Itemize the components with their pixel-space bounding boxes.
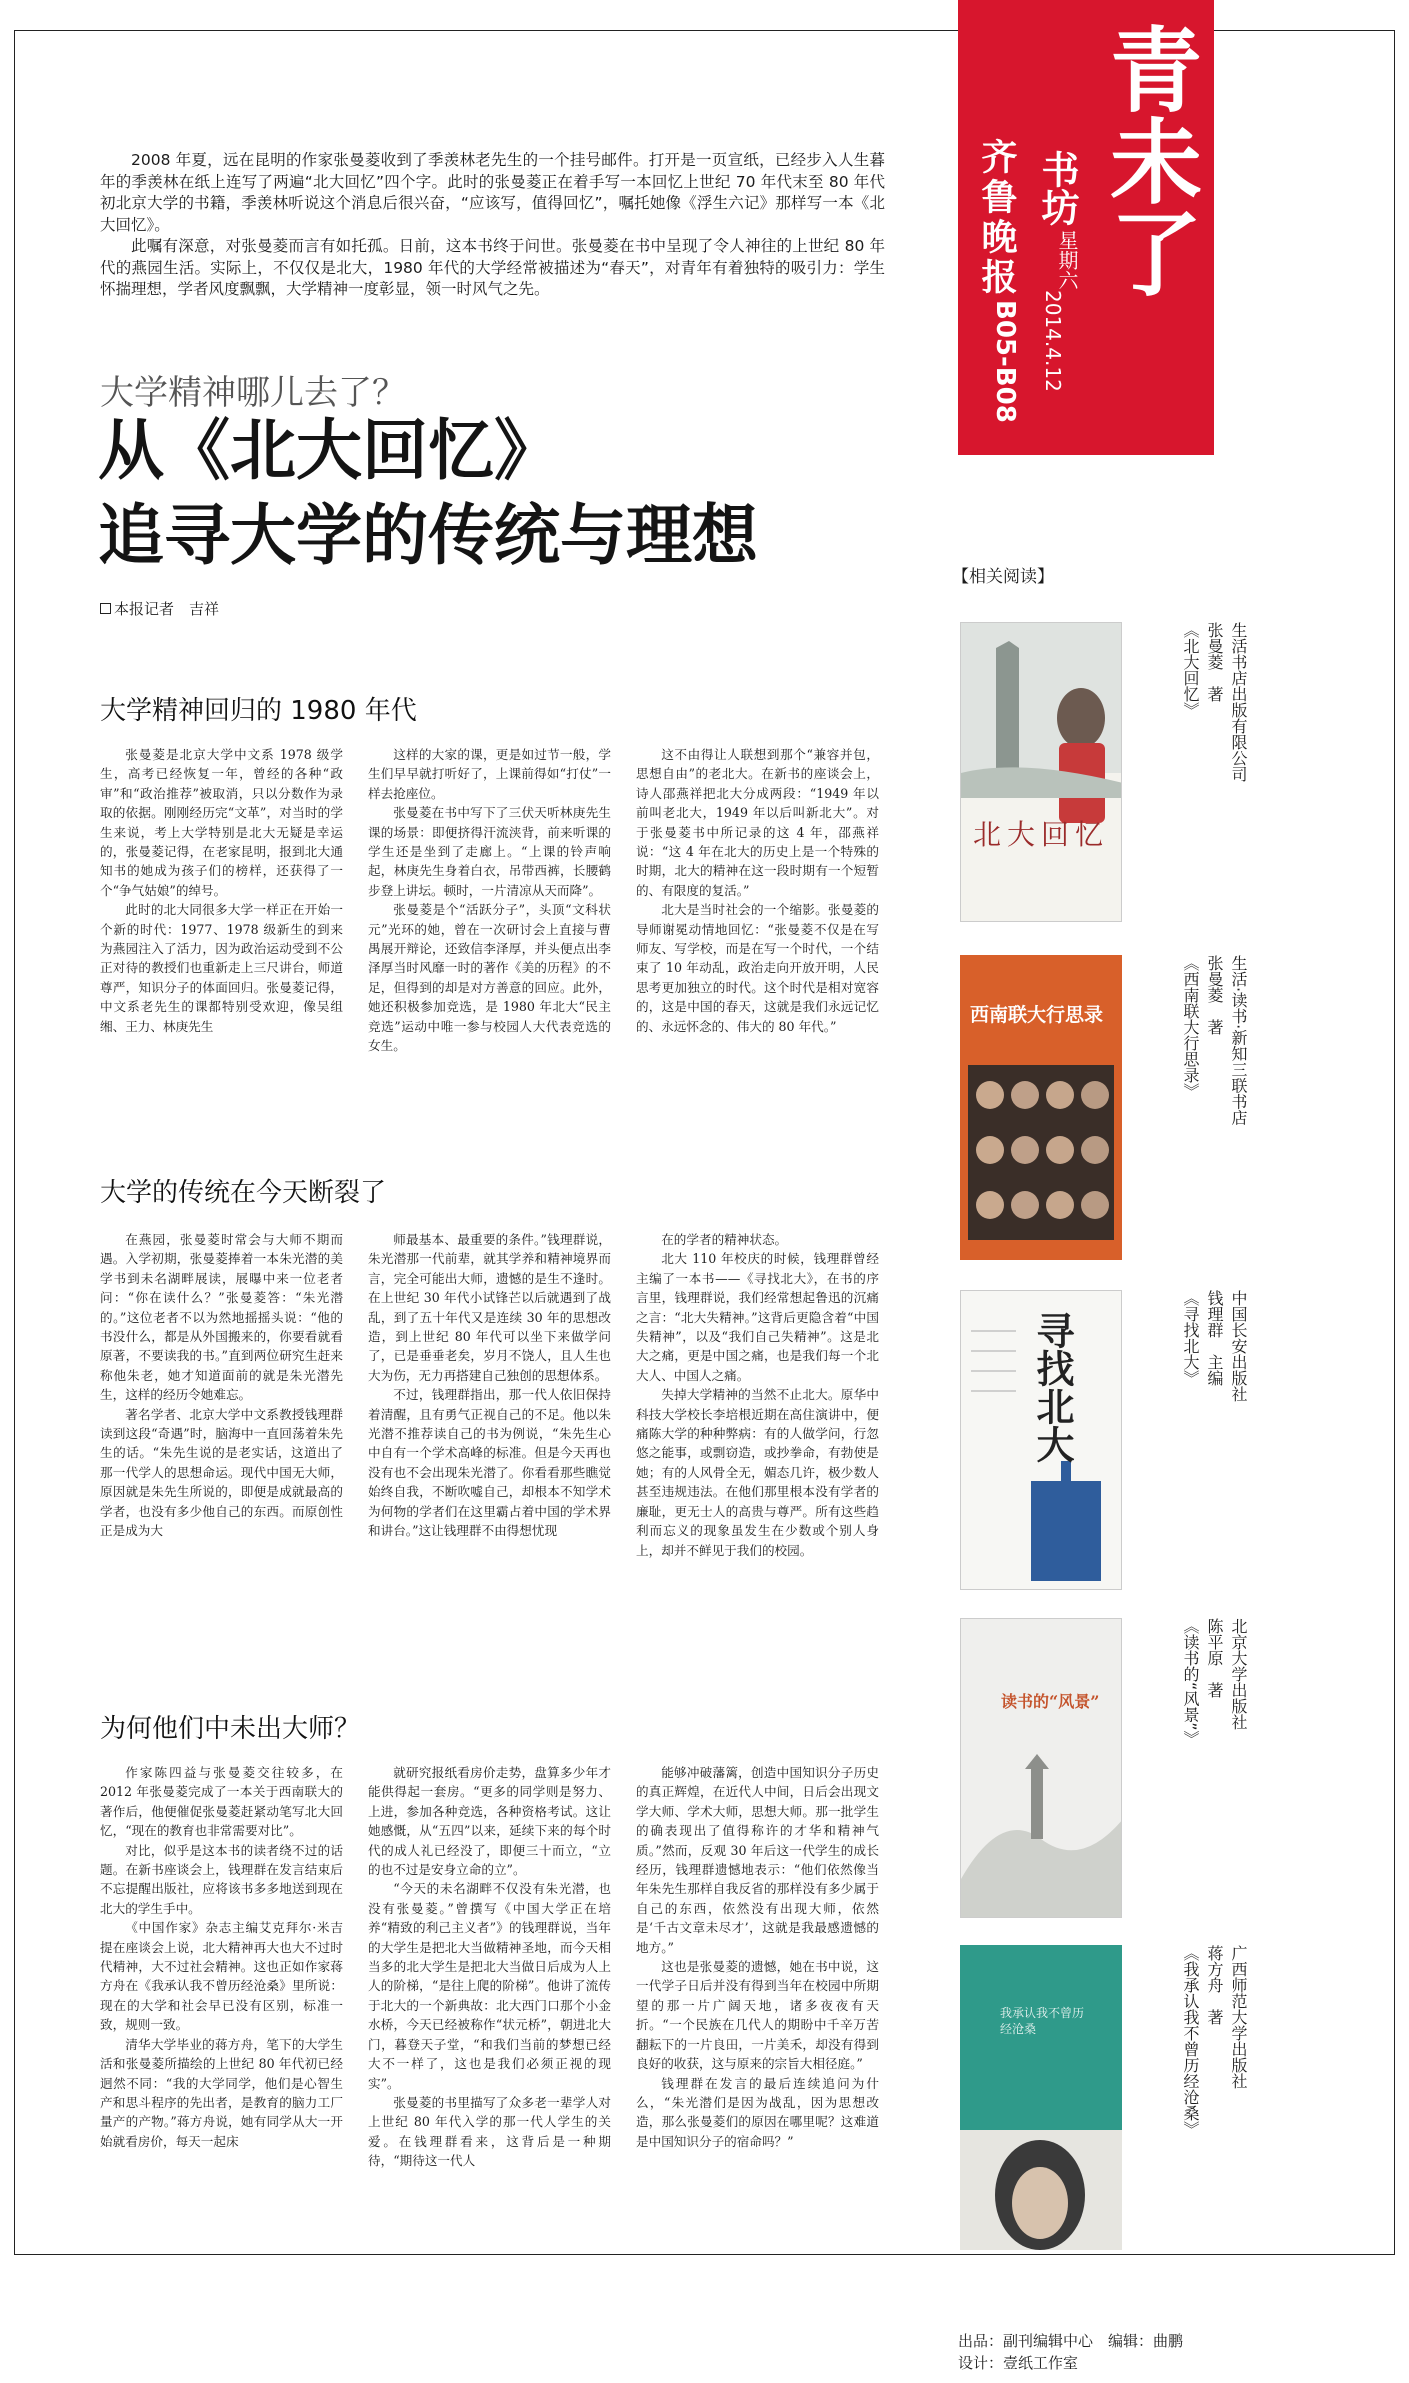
body-paragraph: 这样的大家的课，更是如过节一般，学生们早早就打听好了，上课前得如“打仗”一样去抢座位。: [368, 747, 611, 801]
body-paragraph: 能够冲破藩篱，创造中国知识分子历史的真正辉煌，在近代人中间，日后会出现文学大师、学术大师，思想大师。那一批学生的确表现出了值得称许的才华和精神气质。”然而，反观 30 年后这一代学生的成长经历，钱理群遗憾地表示：“他们依然像当年朱先生那样自我反省的那样没有多少属于自己的东西，依然没有出现大师，依然是‘千古文章未尽才’，这就是我最感遗憾的地方。”: [636, 1765, 879, 1955]
book-publisher: 生活·读书·新知三联书店: [1229, 955, 1248, 1126]
body-paragraph: 张曼菱的书里描写了众多老一辈学人对上世纪 80 年代入学的那一代人学生的关爱。在钱理群看来，这背后是一种期待，“期待这一代人: [368, 2094, 611, 2169]
section-2-body: [100, 1230, 880, 1625]
cover-illustration: [961, 623, 1122, 922]
book-cover-xunzhao-beida: [960, 1290, 1122, 1590]
body-paragraph: 张曼菱是个“活跃分子”，头顶“文科状元”光环的她，曾在一次研讨会上直接与曹禺展开辩论，还致信李泽厚，并头便点出李泽厚当时风靡一时的著作《美的历程》的不足，但得到的却是对方善意的回应。此外，她还积极参加竞选，是 1980 年北大“民主竞选”运动中唯一参与校园人大代表竞选的女生。: [368, 902, 611, 1054]
article-title-line1: 从《北大回忆》: [98, 412, 560, 489]
body-paragraph: 北大是当时社会的一个缩影。张曼菱的导师谢冕动情地回忆：“张曼菱不仅是在写师友、写学校，而是在写一个时代，一个结束了 10 年动乱，政治走向开放开明，人民思考更加独立的时代。这个时代是相对宽容的，这是中国的春天，这就是我们永远记忆的、永远怀念的、伟大的 80 年代。”: [636, 902, 879, 1034]
text-column: [636, 745, 879, 1140]
issue-date: 2014.4.12: [1041, 290, 1065, 392]
book-author: 蒋方舟 著: [1205, 1945, 1224, 2025]
section-heading-2: 大学的传统在今天断裂了: [100, 1178, 387, 1208]
cover-title: 寻找北大: [1030, 1311, 1075, 1463]
book-title: 《我承认我不曾历经沧桑》: [1181, 1945, 1200, 2137]
text-column: [368, 1763, 611, 2233]
body-paragraph: 钱理群在发言的最后连续追问为什么，“朱光潜们是因为战乱，因为思想改造，那么张曼菱们的原因在哪里呢？这难道是中国知识分子的宿命吗？”: [636, 2075, 879, 2149]
body-paragraph: “今天的未名湖畔不仅没有朱光潜，也没有张曼菱。”曾撰写《中国大学正在培养“精致的利己主义者”》的钱理群说，当年的大学生是把北大当做精神圣地，而今天相当多的北大学生是把北大当做日后成为人上人的阶梯，“是往上爬的阶梯”。他讲了流传于北大的一个新典故：北大西门口那个小金水桥，今天已经被称作“状元桥”，朝进北大门，暮登天子堂，“和我们当前的梦想已经大不一样了，这也是我们必须正视的现实”。: [368, 1881, 611, 2091]
book-info: [1178, 622, 1250, 922]
body-paragraph: 《中国作家》杂志主编艾克拜尔·米吉提在座谈会上说，北大精神再大也大不过时代精神，大不过社会精神。这也正如作家蒋方舟在《我承认我不曾历经沧桑》里所说：现在的大学和社会早已没有区别，标准一致，规则一致。: [100, 1920, 343, 2033]
related-reading-label: 【相关阅读】: [952, 567, 1054, 587]
section-heading-3: 为何他们中未出大师？: [100, 1714, 361, 1744]
body-paragraph: 这也是张曼菱的遗憾，她在书中说，这一代学子日后并没有得到当年在校园中所期望的那一片广阔天地，诸多夜夜有天折。“一个民族在几代人的期盼中千辛万苦翻耘下的一片良田，一片美禾，却没有得到良好的收获，这与原来的宗旨大相径庭。”: [636, 1959, 879, 2072]
body-paragraph: 在燕园，张曼菱时常会与大师不期而遇。入学初期，张曼菱捧着一本朱光潜的美学书到未名湖畔展读，展曝中来一位老者问：“你在读什么？”张曼菱答：“朱光潜的。”这位老者不以为然地摇摇头说：“他的书没什么，都是从外国搬来的，你要看就看原著，不要读我的书。”直到两位研究生赶来称他朱老，她才知道面前的就是朱光潜先生，这样的经历令她难忘。: [100, 1232, 343, 1403]
body-paragraph: 张曼菱在书中写下了三伏天听林庚先生课的场景：即便挤得汗流浃背，前来听课的学生还是坐到了走廊上。“上课的铃声响起，林庚先生身着白衣，吊带西裤，长腰鹤步登上讲坛。顿时，一片清凉从天而降”。: [368, 805, 611, 898]
book-title: 《西南联大行思录》: [1181, 955, 1200, 1099]
cover-illustration: [960, 1945, 1122, 2250]
body-paragraph: 对比，似乎是这本书的读者绕不过的话题。在新书座谈会上，钱理群在发言结束后不忘提醒出版社，应将该书多多地送到现在北大的学生手中。: [100, 1842, 343, 1916]
book-author: 张曼菱 著: [1205, 622, 1224, 702]
byline-box-icon: [100, 603, 111, 614]
lead-paragraph: 此嘱有深意，对张曼菱而言有如托孤。日前，这本书终于问世。张曼菱在书中呈现了令人神往的上世纪 80 年代的燕园生活。实际上，不仅仅是北大，1980 年代的大学经常被描述为“春天”，对青年有着独特的吸引力：学生怀揣理想，学者风度飘飘，大学精神一度彰显，领一时风气之先。: [100, 237, 885, 298]
page-range: B05-B08: [990, 300, 1020, 423]
body-paragraph: 张曼菱是北京大学中文系 1978 级学生，高考已经恢复一年，曾经的各种“政审”和“政治推荐”被取消，只以分数作为录取的依据。刚刚经历完“文革”，对当时的学生来说，考上大学特别是北大无疑是幸运的，张曼菱记得，在老家昆明，报到北大通知书的她成为孩子们的榜样，还获得了一个“争气姑娘”的绰号。: [100, 747, 343, 898]
section-3-body: [100, 1763, 880, 2233]
text-column: [100, 1230, 343, 1625]
body-paragraph: 这不由得让人联想到那个“兼容并包，思想自由”的老北大。在新书的座谈会上，诗人邵燕祥把北大分成两段：“1949 年以前叫老北大，1949 年以后叫新北大”。对于张曼菱书中所记录的这 4 年，邵燕祥说：“这 4 年在北大的历史上是一个特殊的时期，北大的精神在这一段时期有一个短暂的、有限度的复活。”: [636, 747, 879, 898]
text-column: [368, 1230, 611, 1625]
cover-illustration: [961, 1619, 1122, 1918]
section-1-body: [100, 745, 880, 1140]
book-author: 张曼菱 著: [1205, 955, 1224, 1035]
text-column: [100, 745, 343, 1140]
book-info: [1178, 1290, 1250, 1590]
book-title: 《寻找北大》: [1181, 1290, 1200, 1386]
body-paragraph: 在的学者的精神状态。: [661, 1232, 788, 1247]
book-info: [1178, 955, 1250, 1260]
book-publisher: 北京大学出版社: [1229, 1618, 1248, 1730]
body-paragraph: 失掉大学精神的当然不止北大。原华中科技大学校长李培根近期在高住演讲中，便痛陈大学的种种弊病：有的人做学问，行忽悠之能事，或剽窃造，或抄拳命，有勃使是她；有的人风骨全无，媚态几许，极少数人甚至违规违法。在他们那里根本没有学者的廉耻，更无士人的高贵与尊严。所有这些趋利而忘义的现象虽发生在少数或个别人身上，却并不鲜见于我们的校园。: [636, 1387, 879, 1558]
book-cover-beida-huiyi: [960, 622, 1122, 922]
text-column: [100, 1763, 343, 2233]
book-author: 钱理群 主编: [1205, 1290, 1224, 1386]
book-info: [1178, 1618, 1250, 1918]
text-column: [368, 745, 611, 1140]
section-heading-1: 大学精神回归的 1980 年代: [100, 696, 417, 726]
cover-title: 西南联大行思录: [970, 1004, 1104, 1026]
body-paragraph: 作家陈四益与张曼菱交往较多，在 2012 年张曼菱完成了一本关于西南联大的著作后，他便催促张曼菱赶紧动笔写北大回忆，“现在的教育也非常需要对比”。: [100, 1765, 343, 1839]
book-cover-chengren-cangsang: [960, 1945, 1122, 2250]
section-name: 书坊: [1035, 150, 1079, 226]
body-paragraph: 就研究报纸看房价走势，盘算多少年才能供得起一套房。“更多的同学则是努力、上进，参加各种竞选，各种资格考试。这让她感慨，从“五四”以来，延续下来的每个时代的成人礼已经没了，即便三十而立，“立的也不过是安身立命的立”。: [368, 1765, 611, 1878]
credits-line1: 出品：副刊编辑中心 编辑：曲鹏: [958, 2332, 1184, 2350]
body-paragraph: 著名学者、北京大学中文系教授钱理群读到这段“奇遇”时，脑海中一直回荡着朱先生的话。“朱先生说的是老实话，这道出了那一代学人的思想命运。现代中国无大师，原因就是朱先生所说的，即便是成就最高的学者，也没有多少他自己的东西。而原创性正是成为大: [100, 1406, 343, 1539]
book-author: 陈平原 著: [1205, 1618, 1224, 1698]
cover-title: 读书的“风景”: [1001, 1692, 1100, 1711]
text-column: [636, 1230, 879, 1625]
body-paragraph: 清华大学毕业的蒋方舟，笔下的大学生活和张曼菱所描绘的上世纪 80 年代初已经迥然不同：“我的大学同学，他们是心智生产和思斗程序的先出者，是教育的脑力工厂量产的产物。”蒋方舟说，她有同学从大一开始就看房价，每天一起床: [100, 2036, 343, 2149]
book-cover-dushu-fengjing: [960, 1618, 1122, 1918]
issue-weekday: 星期六: [1055, 230, 1079, 290]
byline-text: 本报记者 吉祥: [114, 600, 220, 618]
article-title-line2: 追寻大学的传统与理想: [98, 497, 758, 574]
credits-line2: 设计：壹纸工作室: [958, 2354, 1079, 2372]
body-paragraph: 不过，钱理群指出，那一代人依旧保持着清醒，且有勇气正视自己的不足。他以朱光潜不推荐读自己的书为例说，“朱先生心中自有一个学术高峰的标准。但是今天再也没有也不会出现朱光潜了。你看看那些瞧觉始终自我，不断吹嘘自己，却根本不知学术为何物的学者们在这里霸占着中国的学术界和讲台。”这让钱理群不由得想忧现: [368, 1387, 611, 1539]
text-column: [636, 1763, 879, 2233]
article-kicker: 大学精神哪儿去了？: [100, 373, 406, 413]
newspaper-logo: 齐鲁晚报: [976, 138, 1018, 298]
book-title: 《读书的“风景”》: [1181, 1618, 1200, 1747]
book-publisher: 广西师范大学出版社: [1229, 1945, 1248, 2089]
body-paragraph: 北大 110 年校庆的时候，钱理群曾经主编了一本书——《寻找北大》，在书的序言里，钱理群说，我们经常想起鲁迅的沉痛之言：“北大失精神。”这背后更隐含着“中国失精神”，以及“我们自己失精神”。这是北大之痛，更是中国之痛，也是我们每一个北大人、中国人之痛。: [636, 1251, 879, 1383]
byline: [100, 598, 219, 619]
masthead-title: 青未了: [1095, 22, 1202, 298]
lead-intro: [100, 150, 885, 301]
book-cover-xinan-lianda: [960, 955, 1122, 1260]
lead-paragraph: 2008 年夏，远在昆明的作家张曼菱收到了季羡林老先生的一个挂号邮件。打开是一页宣纸，已经步入人生暮年的季羡林在纸上连写了两遍“北大回忆”四个字。此时的张曼菱正在着手写一本回忆上世纪 70 年代末至 80 年代初北京大学的书籍，季羡林听说这个消息后很兴奋，“应该写，值得回忆”，嘱托她像《浮生六记》那样写一本《北大回忆》。: [100, 151, 885, 234]
book-info: [1178, 1945, 1250, 2250]
cover-title: 我承认我不曾历经沧桑: [1000, 2006, 1085, 2036]
body-paragraph: 师最基本、最重要的条件。”钱理群说，朱光潜那一代前辈，就其学养和精神境界而言，完全可能出大师，遗憾的是生不逢时。在上世纪 30 年代小试锋芒以后就遇到了战乱，到了五十年代又是连续 30 年的思想改造，到上世纪 80 年代可以坐下来做学问了，已是垂垂老矣，岁月不饶人，且人生也大为伤，无力再搭建自己独创的思想体系。: [368, 1232, 611, 1383]
book-title: 《北大回忆》: [1181, 622, 1200, 718]
book-publisher: 中国长安出版社: [1229, 1290, 1248, 1402]
cover-title: 北大回忆: [973, 818, 1110, 851]
body-paragraph: 此时的北大同很多大学一样正在开始一个新的时代：1977、1978 级新生的到来为燕园注入了活力，因为政治运动受到不公正对待的教授们也重新走上三尺讲台，师道尊严，知识分子的体面回归。张曼菱记得，中文系老先生的课都特别受欢迎，像吴组缃、王力、林庚先生: [100, 902, 343, 1034]
book-publisher: 生活书店出版有限公司: [1229, 622, 1248, 782]
